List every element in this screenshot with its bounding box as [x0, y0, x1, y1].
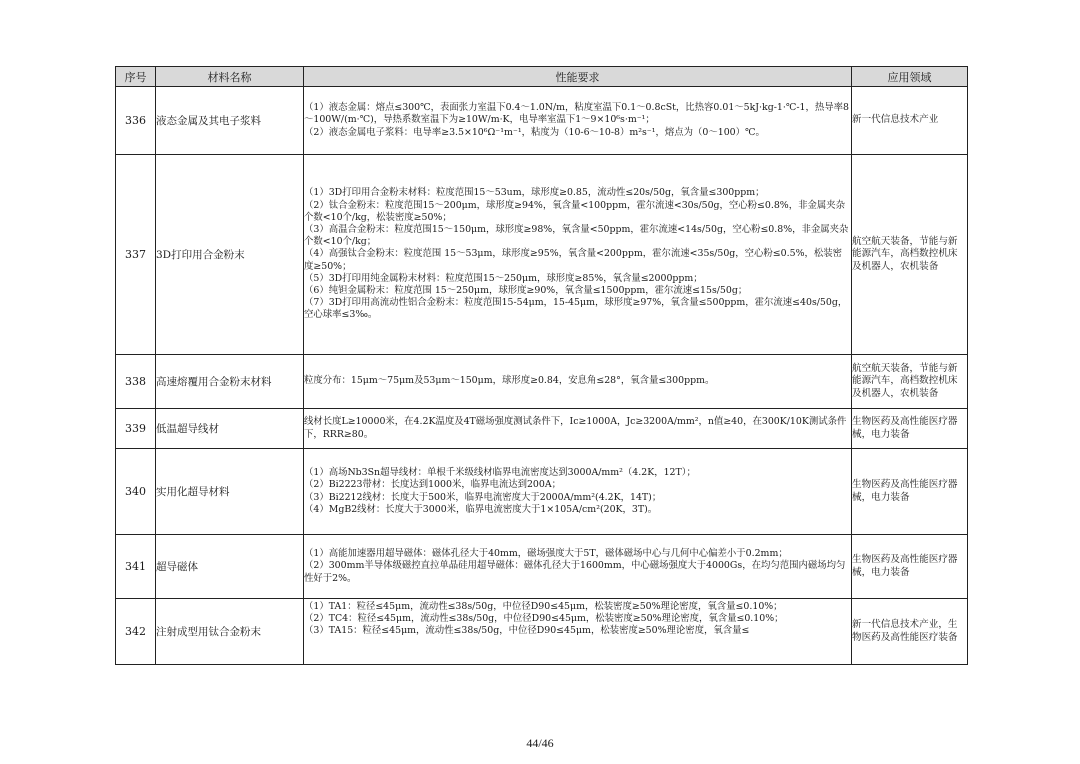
row-seq: 342 — [116, 599, 156, 665]
row-seq: 339 — [116, 409, 156, 449]
row-material-name: 实用化超导材料 — [156, 449, 304, 535]
row-seq: 338 — [116, 355, 156, 409]
perf-line: （2）液态金属电子浆料：电导率≥3.5×10⁶Ω⁻¹m⁻¹，粘度为（10-6～10-8）m²s⁻¹，熔点为（0～100）℃。 — [304, 126, 765, 138]
perf-line: （1）液态金属：熔点≤300℃，表面张力室温下0.4～1.0N/m，粘度室温下0.1～0.8cSt，比热容0.01～5kJ·kg-1·℃-1，热导率8～100W/(m·℃)，导热系数室温下为≥10W/m·K，电导率室温下1～9×10⁶s·m⁻¹； — [304, 102, 849, 126]
row-performance — [304, 355, 852, 409]
table-header-row — [116, 67, 968, 87]
row-performance — [304, 87, 852, 155]
perf-line: （7）3D打印用高流动性铝合金粉末：粒度范围15-54μm，15-45μm，球形度≥97%，氧含量≤500ppm，霍尔流速≤40s/50g，空心球率≤3‰。 — [304, 297, 848, 321]
materials-table — [115, 66, 968, 665]
perf-line: （3）高温合金粉末：粒度范围15～150μm，球形度≥98%，氧含量<50ppm，霍尔流速<14s/50g，空心粉≤0.8%，非金属夹杂个数<10个/kg； — [304, 223, 849, 248]
perf-line: （4）MgB2线材：长度大于3000米，临界电流密度大于1×105A/cm²(20K，3T)。 — [304, 503, 658, 515]
table-row — [116, 535, 968, 599]
row-performance — [304, 599, 852, 665]
row-seq: 336 — [116, 87, 156, 155]
row-application: 新一代信息技术产业，生物医药及高性能医疗装备 — [852, 599, 968, 665]
perf-line: （2）Bi2223带材：长度达到1000米，临界电流达到200A； — [304, 479, 561, 491]
table-row — [116, 409, 968, 449]
perf-line: 线材长度L≥10000米，在4.2K温度及4T磁场强度测试条件下，Ic≥1000A，Jc≥3200A/mm²，n值≥40，在300K/10K测试条件下，RRR≥80。 — [304, 416, 847, 440]
perf-line: 粒度分布：15μm～75μm及53μm～150μm，球形度≥0.84，安息角≤28°，氧含量≤300ppm。 — [304, 375, 715, 387]
row-application: 生物医药及高性能医疗器械，电力装备 — [852, 449, 968, 535]
perf-line: （1）TA1：粒径≤45μm，流动性≤38s/50g，中位径D90≤45μm，松装密度≥50%理论密度，氧含量≤0.10%； — [304, 600, 783, 612]
table-row — [116, 449, 968, 535]
row-performance — [304, 535, 852, 599]
perf-line: （1）高能加速器用超导磁体：磁体孔径大于40mm，磁场强度大于5T，磁体磁场中心与几何中心偏差小于0.2mm； — [304, 548, 788, 560]
row-application: 新一代信息技术产业 — [852, 87, 968, 155]
row-material-name: 液态金属及其电子浆料 — [156, 87, 304, 155]
table-row — [116, 155, 968, 355]
perf-line: （5）3D打印用纯金属粉末材料：粒度范围15～250μm，球形度≥85%，氧含量≤2000ppm； — [304, 272, 703, 284]
perf-line: （1）高场Nb3Sn超导线材：单根千米级线材临界电流密度达到3000A/mm²（4.2K，12T）； — [304, 467, 696, 479]
perf-line: （2）TC4：粒径≤45μm，流动性≤38s/50g，中位径D90≤45μm，松装密度≥50%理论密度，氧含量≤0.10%； — [304, 612, 784, 624]
row-seq: 337 — [116, 155, 156, 355]
row-application: 生物医药及高性能医疗器械，电力装备 — [852, 409, 968, 449]
header-material-name: 材料名称 — [156, 67, 304, 87]
row-performance — [304, 449, 852, 535]
row-material-name: 低温超导线材 — [156, 409, 304, 449]
perf-line: （1）3D打印用合金粉末材料：粒度范围15～53um，球形度≥0.85，流动性≤20s/50g，氧含量≤300ppm； — [304, 187, 765, 199]
perf-line: （4）高强钛合金粉末：粒度范围 15～53μm，球形度≥95%，氧含量<200ppm，霍尔流速<35s/50g，空心粉≤0.5%，松装密度≥50%； — [304, 248, 842, 272]
table-row — [116, 355, 968, 409]
page-number: 44/46 — [526, 736, 554, 750]
row-seq: 341 — [116, 535, 156, 599]
row-seq: 340 — [116, 449, 156, 535]
header-seq: 序号 — [116, 67, 156, 87]
row-performance — [304, 155, 852, 355]
row-performance — [304, 409, 852, 449]
table-row — [116, 599, 968, 665]
row-material-name: 3D打印用合金粉末 — [156, 155, 304, 355]
perf-line: （3）Bi2212线材：长度大于500米，临界电流密度大于2000A/mm²(4.2K，14T)； — [304, 491, 662, 503]
header-application: 应用领域 — [852, 67, 968, 87]
perf-line: （2）300mm半导体级磁控直拉单晶硅用超导磁体：磁体孔径大于1600mm，中心磁场强度大于4000Gs，在均匀范围内磁场均匀性好于2%。 — [304, 560, 846, 584]
row-material-name: 超导磁体 — [156, 535, 304, 599]
perf-line: （6）纯钽金属粉末：粒度范围 15～250μm，球形度≥90%，氧含量≤1500ppm，霍尔流速≤15s/50g； — [304, 285, 748, 296]
row-application: 航空航天装备，节能与新能源汽车，高档数控机床及机器人，农机装备 — [852, 355, 968, 409]
header-performance: 性能要求 — [304, 67, 852, 87]
row-application: 航空航天装备，节能与新能源汽车，高档数控机床及机器人，农机装备 — [852, 155, 968, 355]
perf-line: （3）TA15：粒径≤45μm，流动性≤38s/50g，中位径D90≤45μm，松装密度≥50%理论密度，氧含量≤ — [304, 624, 750, 636]
row-material-name: 注射成型用钛合金粉末 — [156, 599, 304, 665]
table-row — [116, 87, 968, 155]
perf-line: （2）钛合金粉末：粒度范围15～200μm，球形度≥94%，氧含量<100ppm，霍尔流速<30s/50g，空心粉≤0.8%，非金属夹杂个数<10个/kg，松装密度≥50%； — [304, 199, 845, 223]
row-material-name: 高速熔覆用合金粉末材料 — [156, 355, 304, 409]
row-application: 生物医药及高性能医疗器械，电力装备 — [852, 535, 968, 599]
